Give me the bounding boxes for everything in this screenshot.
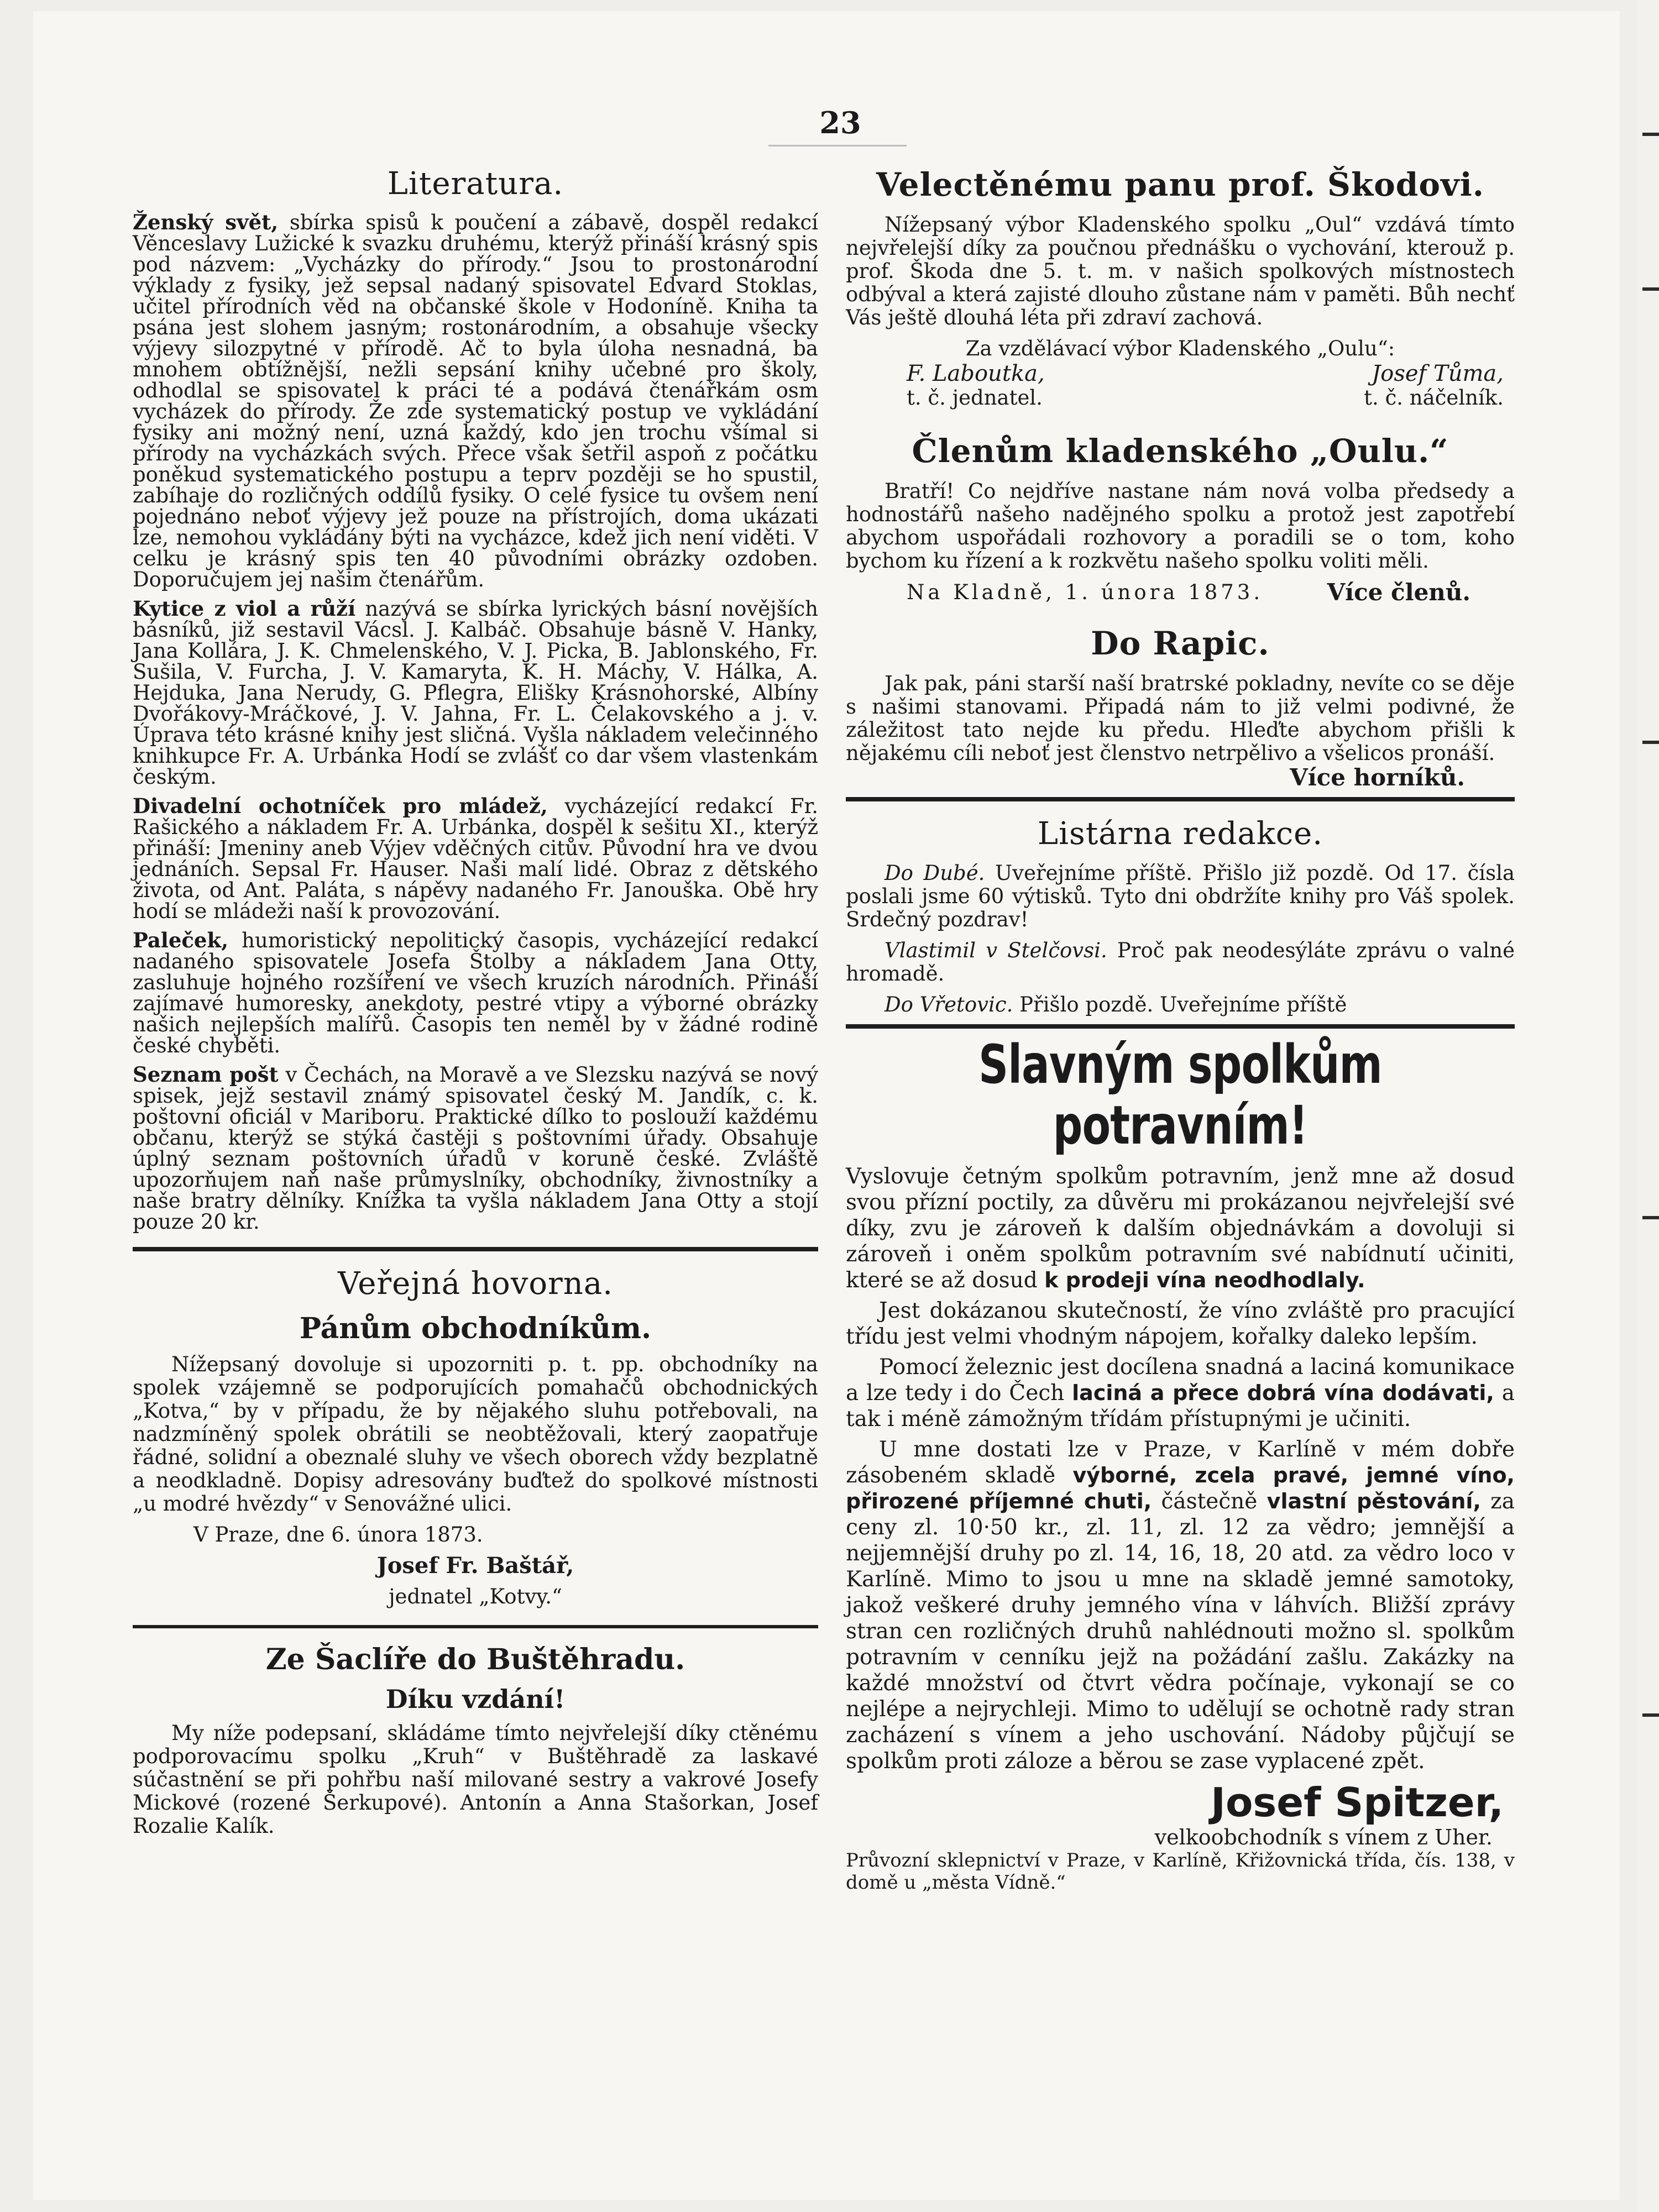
section-divider bbox=[846, 1024, 1515, 1029]
saclir-title: Ze Šaclíře do Buštěhradu. bbox=[265, 1643, 685, 1676]
ad-address: Průvozní sklepnictví v Praze, v Karlíně, Křižovnická třída, čís. 138, v domě u „města Vídně.“ bbox=[846, 1849, 1515, 1894]
skoda-committee: Za vzdělávací výbor Kladenského „Oulu“: bbox=[965, 337, 1395, 360]
ad-paragraph-4: U mne dostati lze v Praze, v Karlíně v mém dobře zásobeném skladě výborné, zcela pravé, jemné víno, přirozené příjemné chuti, částečně vlastní pěstování, za ceny zl. 10·50 kr., zl. 11, zl. 12 za vědro; jemnější a nejjemnější druhy po zl. 14, 16, 18, 20 atd. za vědro loco v Karlíně. Mimo to jsou u mne na skladě jemné samotoky, jakož veškeré druhy jemného vína v láhvích. Bližší zprávy stran cen rozličných druhů nahlédnouti možno sl. spolkům potravním v cenníku jejž na požádání zašlu. Zakázky na každé množství od čtvrt vědra počínaje, vykonají se co nejlépe a nejrychleji. Mimo to udělují se ochotně rady stran zacházení s vínem a jeho uschování. Nádoby půjčují se spolkům proti záloze a běrou se zase vyplacené zpět. bbox=[846, 1437, 1515, 1774]
skoda-signer-names bbox=[846, 361, 1515, 386]
edge-mark bbox=[1642, 1713, 1659, 1717]
section-divider bbox=[133, 1625, 818, 1628]
listarna-entry-vretovic: Do Vřetovic. Přišlo pozdě. Uveřejníme příště bbox=[885, 993, 1347, 1016]
edge-mark bbox=[1642, 741, 1659, 744]
section-divider bbox=[846, 797, 1515, 801]
ad-headline: Slavným spolkům potravním! bbox=[978, 1034, 1382, 1156]
left-column bbox=[133, 166, 818, 1846]
listarna-entry-dube: Do Dubé. Uveřejníme příště. Přišlo již pozdě. Od 17. čísla poslali jsme 60 výtisků. Tyto dni obdržíte knihy pro Váš spolek. Srdečný pozdrav! bbox=[846, 861, 1515, 931]
literatura-title: Literatura. bbox=[387, 166, 564, 202]
skoda-signer2-role: t. č. náčelník. bbox=[1364, 386, 1504, 410]
obchodnici-signer: Josef Fr. Baštář, bbox=[376, 1553, 574, 1579]
edge-mark bbox=[1642, 287, 1659, 291]
literatura-item-kytice: Kytice z viol a růží nazývá se sbírka lyrických básní novějších básníků, již sestavil Vácsl. J. Kalbáč. Obsahuje básně V. Hanky, Jana Kollára, J. K. Chmelenského, V. J. Picka, B. Jablonského, Fr. Sušila, V. Furcha, J. V. Kamaryta, K. H. Máchy, V. Hálka, A. Hejduka, Jana Nerudy, G. Pflegra, Elišky Krásnohorské, Albíny Dvořákovy-Mráčkové, J. V. Jahna, Fr. L. Čelakovského a j. v. Úprava této krásné knihy jest sličná. Vyšla nákladem velečinného knihkupce Fr. A. Urbánka Hodí se zvlášť co dar všem vlastenkám českým. bbox=[133, 596, 818, 789]
obchodnici-date: V Praze, dne 6. února 1873. bbox=[193, 1523, 483, 1547]
literatura-item-divadelni: Divadelní ochotníček pro mládež, vycházející redakcí Fr. Rašického a nákladem Fr. A. Urbánka, dospěl k sešitu XI., kterýž přináší: Jmeniny aneb Výjev vděčných citův. Původní hra ve dvou jednáních. Sepsal Fr. Hauser. Naši malí lidé. Obraz z dětského života, od Ant. Paláta, s nápěvy nadaného Fr. Janouška. Obě hry hodí se mládeži naší k provozování. bbox=[133, 794, 818, 923]
rapice-title: Do Rapic. bbox=[1091, 625, 1270, 662]
saclir-subtitle: Díku vzdání! bbox=[385, 1684, 566, 1714]
clenum-place-date: Na Kladně, 1. února 1873. bbox=[907, 580, 1264, 604]
clenum-text: Bratří! Co nejdříve nastane nám nová volba předsedy a hodnostářů našeho nadějného spolku a protož jest zapotřebí abychom uspořádali rozhovory a poradili se o tom, koho bychom ku řízení a k rozkvětu našeho spolku voliti měli. bbox=[846, 479, 1515, 573]
skoda-signer1-role: t. č. jednatel. bbox=[907, 386, 1043, 410]
page-number-rule bbox=[768, 145, 907, 146]
ad-signer: Josef Spitzer, bbox=[1211, 1779, 1504, 1826]
literatura-item-palecek: Paleček, humoristický nepolitický časopis, vycházející redakcí nadaného spisovatele Josefa Štolby a nákladem Jana Otty, zasluhuje hojného rozšíření ve všech kruzích národních. Přináší zajímavé humoresky, anekdoty, pestré vtipy a výborné obrázky našich nejlepších malířů. Časopis ten neměl by v žádné rodině české chyběti. bbox=[133, 928, 818, 1057]
clenum-sign: Více členů. bbox=[1327, 579, 1470, 606]
skoda-signer-roles bbox=[846, 386, 1515, 410]
obchodnici-role: jednatel „Kotvy.“ bbox=[389, 1585, 562, 1608]
skoda-title: Velectěnému panu prof. Škodovi. bbox=[876, 166, 1484, 203]
literatura-item-seznam-post: Seznam pošt v Čechách, na Moravě a ve Slezsku nazývá se nový spisek, jejž sestavil známý spisovatel český M. Jandík, c. k. poštovní oficiál v Mariboru. Praktické dílko to poslouží každému občanu, kterýž se stýká častěji s poštovními úřady. Obsahuje úplný seznam poštovních úřadů v koruně české. Zvláště upozorňujem naň naše průmyslníky, obchodníky, živnostníky a naše bratry dělníky. Knížka ta vyšla nákladem Jana Otty a stojí pouze 20 kr. bbox=[133, 1062, 819, 1234]
skoda-signer2-name: Josef Tůma, bbox=[1372, 361, 1504, 386]
literatura-item-zensky-svet: Ženský svět, sbírka spisů k poučení a zábavě, dospěl redakcí Věnceslavy Lužické k svazku druhému, kterýž přináší krásný spis pod názvem: „Vycházky do přírody.“ Jsou to prostonárodní výklady z fysiky, jež sepsal nadaný spisovatel Edvard Stoklas, učitel přírodních věd na občanské škole v Hodoníně. Kniha ta psána jest slohem jasným; rostonárodním, a obsahuje všecky výjevy silozpytné v přírodě. Ač to byla úloha nesnadná, ba mnohem obtížnější, nežli sepsání knihy učebné pro školy, odhodlal se spisovatel k práci té a podává čtenářkám osm vycházek do přírody. Že zde systematický postup ve vykládání fysiky ani možný není, uzná každý, kdo jen trochu všímal si přírody na vycházkách svých. Přece však šetřil aspoň z počátku poněkud systematického postupu a teprv později se ho spustil, zabíhaje do rozličných oddílů fysiky. O celé fysice tu ovšem není pojednáno neboť výjevy jež pouze na přístrojích, doma ukázati lze, nemohou vykládány býti na vycházce, kdež jich není viděti. V celku je krásný spis ten 40 původními obrázky ozdoben. Doporučujem jej našim čtenářům. bbox=[133, 210, 818, 591]
page-number: 23 bbox=[819, 105, 861, 140]
edge-mark bbox=[1642, 133, 1659, 136]
ad-paragraph-3: Pomocí železnic jest docílena snadná a laciná komunikace a lze tedy i do Čech laciná a přece dobrá vína dodávati, a tak i méně zámožným třídám přístupnými je učiniti. bbox=[846, 1355, 1515, 1432]
verejna-hovorna-title: Veřejná hovorna. bbox=[337, 1266, 614, 1302]
right-column bbox=[846, 166, 1515, 1894]
clenum-title: Členům kladenského „Oulu.“ bbox=[912, 432, 1449, 470]
rapice-text: Jak pak, páni starší naší bratrské pokladny, nevíte co se děje s našimi stanovami. Připadá nám to již velmi podivné, že záležitost tato nejde ku předu. Hleďte abychom přišli k nějakému cíli neboť jest členstvo netrpělivo a všelicos pronáší. bbox=[846, 672, 1515, 765]
edge-mark bbox=[1642, 1216, 1659, 1219]
clenum-footer bbox=[846, 580, 1515, 605]
rapice-sign: Více horníků. bbox=[1290, 764, 1465, 791]
section-divider bbox=[133, 1247, 818, 1251]
listarna-entry-vlastimil: Vlastimil v Stelčovsi. Proč pak neodesýláte zprávu o valné hromadě. bbox=[846, 939, 1515, 986]
ad-signer-role: velkoobchodník s vínem z Uher. bbox=[1154, 1825, 1493, 1849]
listarna-title: Listárna redakce. bbox=[1037, 816, 1323, 852]
skoda-signer1-name: F. Laboutka, bbox=[907, 361, 1045, 386]
ad-paragraph-2: Jest dokázanou skutečností, že víno zvláště pro pracující třídu jest velmi vhodným nápojem, kořalky daleko lepším. bbox=[846, 1298, 1515, 1349]
obchodnici-text: Nížepsaný dovoluje si upozorniti p. t. pp. obchodníky na spolek vzájemně se podporujících pomahačů obchodnických „Kotva,“ by v případu, že by nějakého sluhu potřebovali, na nadzmíněný spolek obrátili se neobtěžovali, který zaopatřuje řádné, solidní a obeznalé sluhy ve všech oborech vždy bezplatně a neodkladně. Dopisy adresovány buďtež do spolkové místnosti „u modré hvězdy“ v Senovážné ulici. bbox=[133, 1353, 818, 1516]
skoda-text: Nížepsaný výbor Kladenského spolku „Oul“ vzdává tímto nejvřelejší díky za poučnou přednášku o vychování, kterouž p. prof. Škoda dne 5. t. m. v našich spolkových místnostech odbýval a která zajisté dlouho zůstane nám v paměti. Bůh nechť Vás ještě dlouhá léta při zdraví zachová. bbox=[846, 213, 1515, 329]
scan-edge bbox=[1637, 0, 1659, 2212]
saclir-text: My níže podepsaní, skládáme tímto nejvřelejší díky ctěnému podporovacímu spolku „Kruh“ v Buštěhradě za laskavé súčastnění se při pohřbu naší milované sestry a vakrové Josefy Mickové (rozené Šerkupové). Antonín a Anna Stašorkan, Josef Rozalie Kalík. bbox=[133, 1721, 818, 1838]
obchodnici-title: Pánům obchodníkům. bbox=[299, 1312, 652, 1345]
ad-paragraph-1: Vyslovuje četným spolkům potravním, jenž mne až dosud svou přízní poctily, za důvěru mi prokázanou nejvřelejší své díky, zvu je zároveň k dalším objednávkám a dovoluji si zároveň i oněm spolkům potravním své nabídnutí učiniti, které se až dosud k prodeji vína neodhodlaly. bbox=[846, 1164, 1515, 1293]
